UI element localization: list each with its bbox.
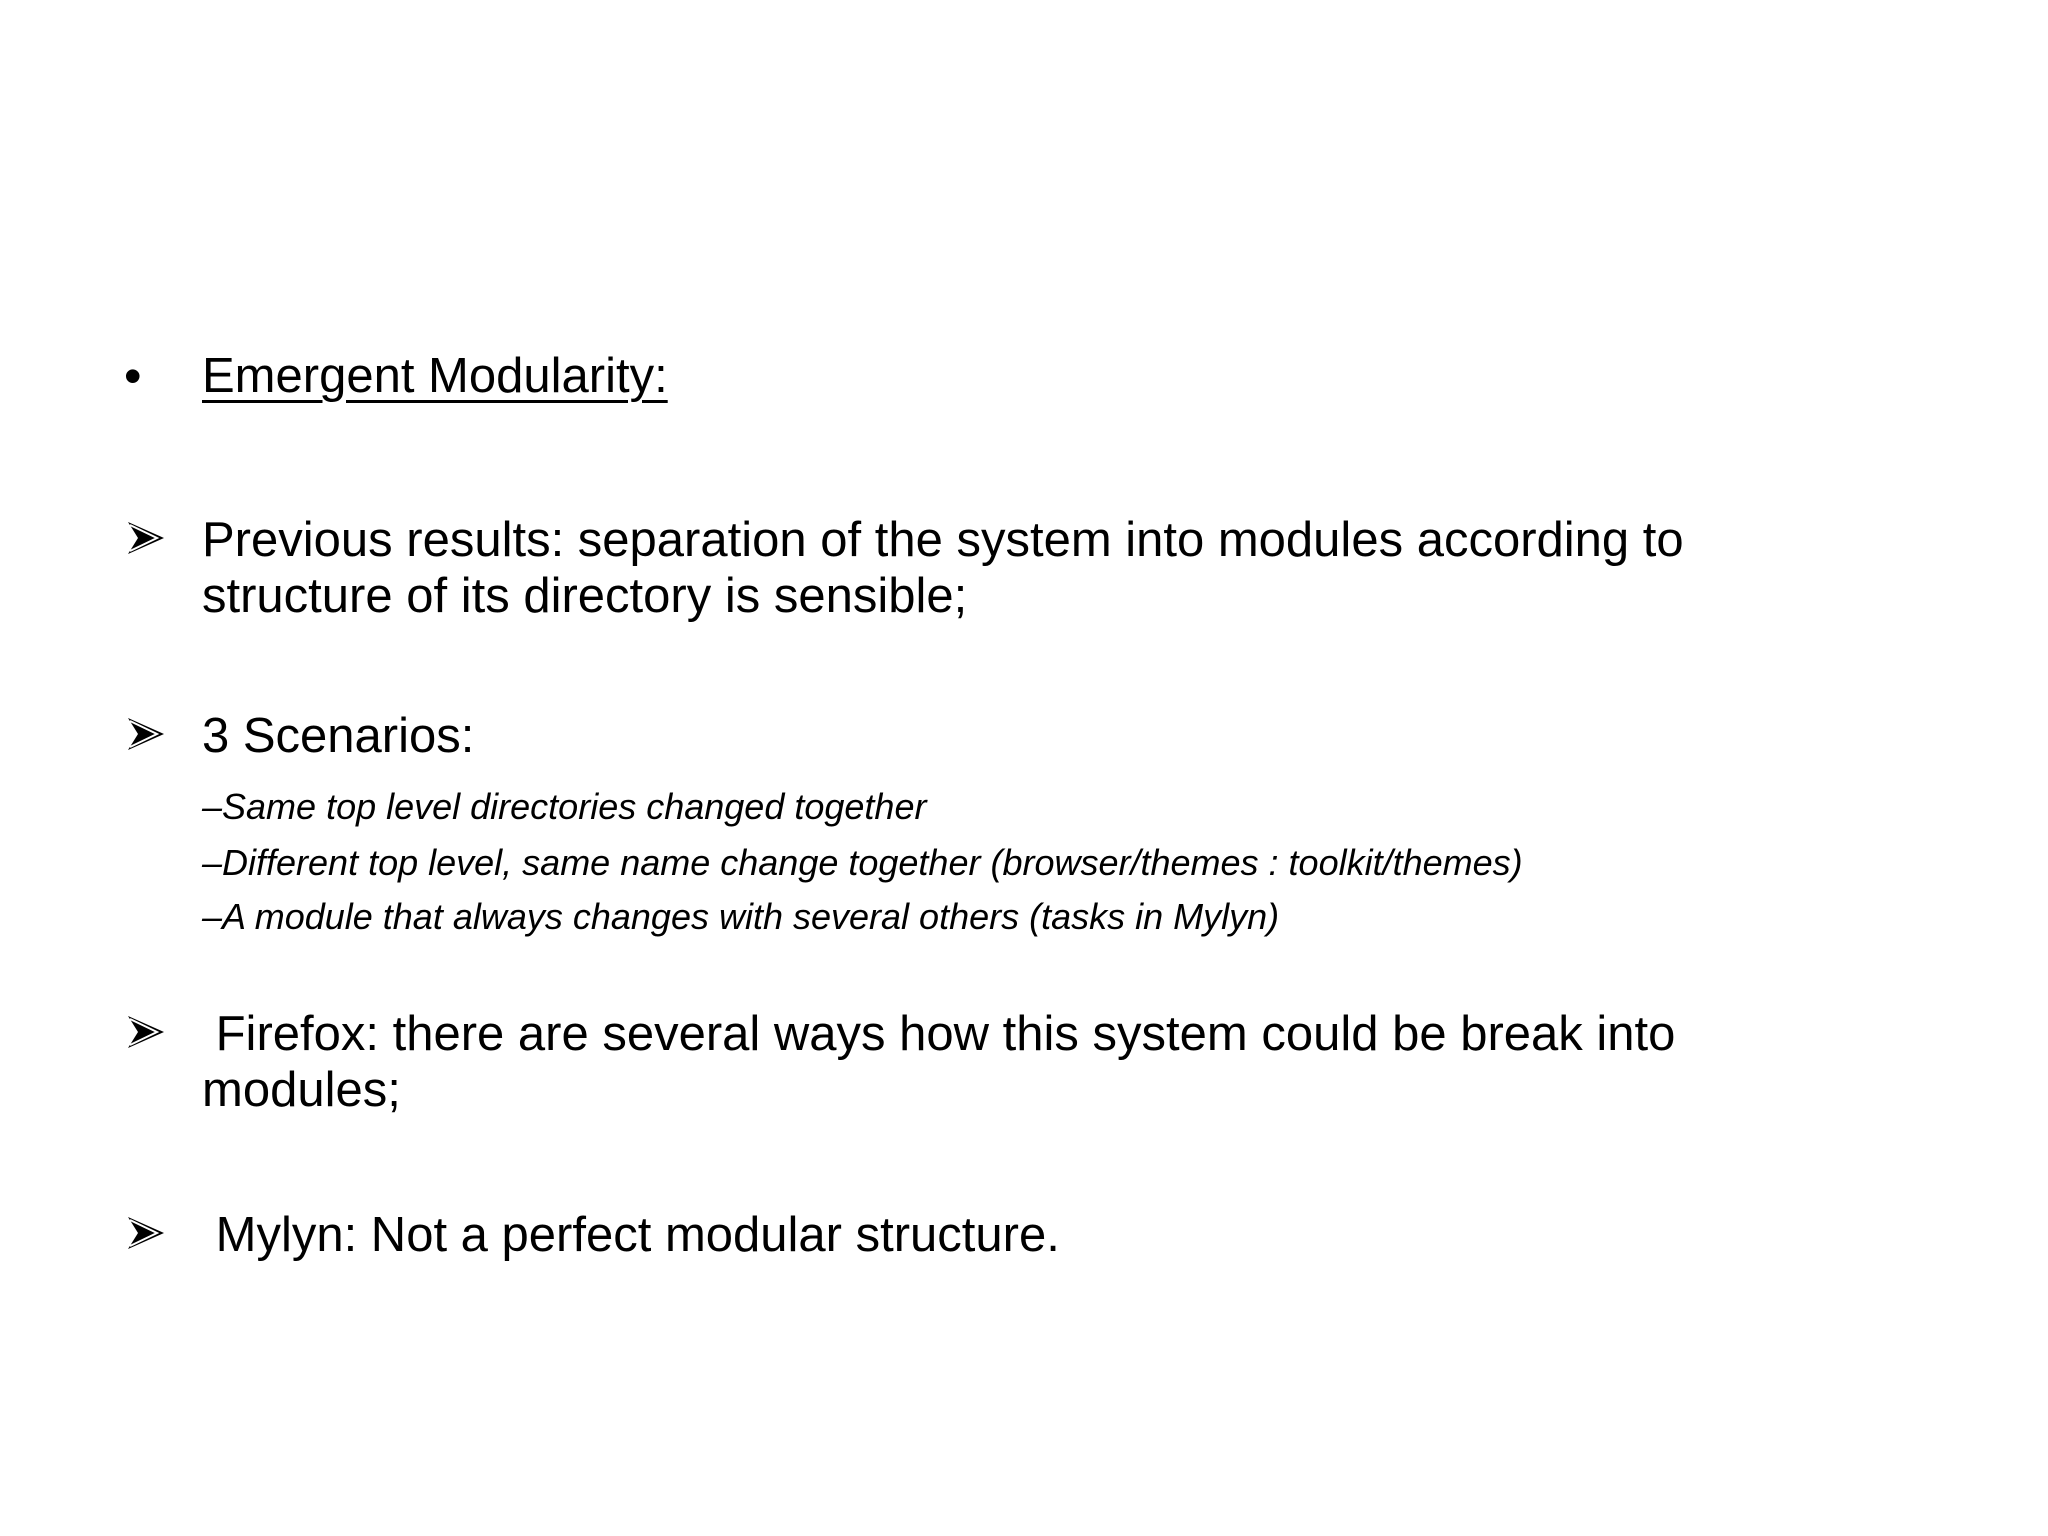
point-text: Previous results: separation of the system into modules according to structure of its directory is sensible; — [202, 513, 1684, 623]
arrowhead-bullet-icon — [126, 714, 166, 754]
scenario-item: –Same top level directories changed together — [202, 786, 927, 827]
bullet-dot-icon: • — [124, 348, 142, 404]
slide-heading: Emergent Modularity: — [202, 349, 668, 403]
point-text: Firefox: there are several ways how this system could be break into modules; — [202, 1007, 1690, 1117]
scenario-item: –Different top level, same name change together (browser/themes : toolkit/themes) — [202, 842, 1523, 883]
arrowhead-bullet-icon — [126, 518, 166, 558]
point-text: Mylyn: Not a perfect modular structure. — [202, 1208, 1060, 1262]
arrowhead-bullet-icon — [126, 1012, 166, 1052]
point-text: 3 Scenarios: — [202, 709, 475, 763]
scenario-item: –A module that always changes with several others (tasks in Mylyn) — [202, 896, 1280, 937]
arrowhead-bullet-icon — [126, 1213, 166, 1253]
